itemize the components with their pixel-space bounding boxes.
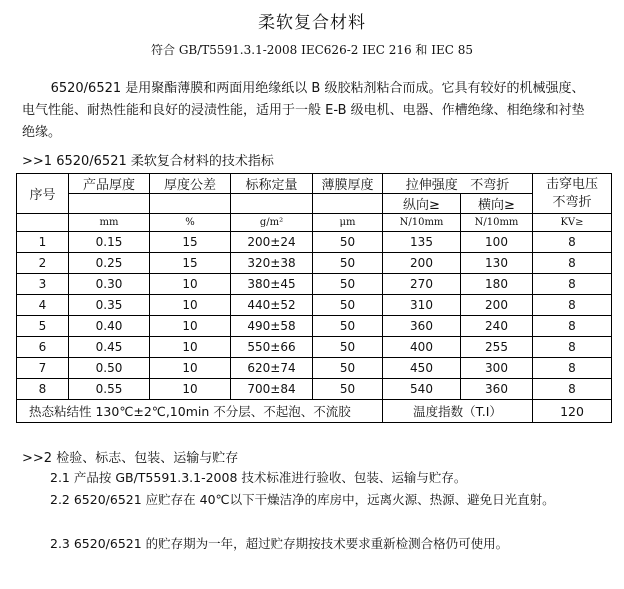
cell-seq: 1 [17, 232, 69, 253]
cell-longitudinal: 270 [383, 274, 461, 295]
cell-thickness: 0.40 [69, 316, 150, 337]
cell-longitudinal: 450 [383, 358, 461, 379]
cell-film: 50 [313, 316, 383, 337]
cell-thickness: 0.35 [69, 295, 150, 316]
cell-film: 50 [313, 379, 383, 400]
cell-thickness: 0.30 [69, 274, 150, 295]
cell-longitudinal: 540 [383, 379, 461, 400]
unit-thickness: mm [69, 214, 150, 232]
cell-tolerance: 10 [150, 379, 231, 400]
cell-longitudinal: 310 [383, 295, 461, 316]
header-film: 薄膜厚度 [313, 174, 383, 194]
cell-seq: 4 [17, 295, 69, 316]
spec-table [16, 173, 612, 423]
header-grammage: 标称定量 [231, 174, 313, 194]
table-row [17, 295, 612, 316]
cell-transverse: 300 [461, 358, 533, 379]
cell-transverse: 180 [461, 274, 533, 295]
table-row [17, 232, 612, 253]
header-thickness: 产品厚度 [69, 174, 150, 194]
header-blank [69, 194, 150, 214]
cell-breakdown: 8 [533, 232, 612, 253]
unit-breakdown: KV≥ [533, 214, 612, 232]
cell-breakdown: 8 [533, 337, 612, 358]
table-row [17, 358, 612, 379]
header-tensile: 拉伸强度 不弯折 [383, 174, 533, 194]
unit-grammage: g/m² [231, 214, 313, 232]
cell-tolerance: 10 [150, 316, 231, 337]
cell-seq: 2 [17, 253, 69, 274]
cell-breakdown: 8 [533, 316, 612, 337]
temp-index-label: 温度指数（T.I） [383, 400, 533, 423]
cell-film: 50 [313, 295, 383, 316]
cell-film: 50 [313, 337, 383, 358]
unit-transverse: N/10mm [461, 214, 533, 232]
cell-longitudinal: 400 [383, 337, 461, 358]
item-2-1: 2.1 产品按 GB/T5591.3.1-2008 技术标准进行验收、包装、运输与贮存。 [50, 470, 467, 485]
unit-film: μm [313, 214, 383, 232]
cell-thickness: 0.55 [69, 379, 150, 400]
cell-grammage: 550±66 [231, 337, 313, 358]
table-row [17, 337, 612, 358]
cell-thickness: 0.45 [69, 337, 150, 358]
cell-transverse: 200 [461, 295, 533, 316]
temp-index-value: 120 [533, 400, 612, 423]
unit-blank [17, 214, 69, 232]
section2-heading: >>2 检验、标志、包装、运输与贮存 [22, 451, 239, 466]
cell-grammage: 620±74 [231, 358, 313, 379]
cell-transverse: 255 [461, 337, 533, 358]
cell-film: 50 [313, 274, 383, 295]
cell-longitudinal: 135 [383, 232, 461, 253]
item-2-3: 2.3 6520/6521 的贮存期为一年，超过贮存期按技术要求重新检测合格仍可使用。 [50, 536, 509, 551]
cell-thickness: 0.50 [69, 358, 150, 379]
cell-longitudinal: 200 [383, 253, 461, 274]
table-row [17, 379, 612, 400]
cell-seq: 6 [17, 337, 69, 358]
unit-tolerance: % [150, 214, 231, 232]
table-header-row [17, 174, 612, 194]
cell-thickness: 0.25 [69, 253, 150, 274]
cell-breakdown: 8 [533, 358, 612, 379]
cell-breakdown: 8 [533, 274, 612, 295]
cell-film: 50 [313, 253, 383, 274]
header-transverse: 横向≥ [461, 194, 533, 214]
header-blank [313, 194, 383, 214]
table-unit-row [17, 214, 612, 232]
table-row [17, 253, 612, 274]
cell-transverse: 240 [461, 316, 533, 337]
cell-breakdown: 8 [533, 379, 612, 400]
cell-seq: 5 [17, 316, 69, 337]
cell-transverse: 100 [461, 232, 533, 253]
cell-seq: 7 [17, 358, 69, 379]
cell-seq: 8 [17, 379, 69, 400]
cell-tolerance: 10 [150, 337, 231, 358]
header-breakdown: 击穿电压 不弯折 [533, 174, 612, 214]
header-tolerance: 厚度公差 [150, 174, 231, 194]
cell-tolerance: 10 [150, 295, 231, 316]
cell-tolerance: 10 [150, 358, 231, 379]
table-subheader-row [17, 194, 612, 214]
bonding-text: 热态粘结性 130℃±2℃,10min 不分层、不起泡、不流胶 [17, 400, 383, 423]
cell-transverse: 130 [461, 253, 533, 274]
table-footer-row [17, 400, 612, 423]
cell-grammage: 490±58 [231, 316, 313, 337]
cell-grammage: 700±84 [231, 379, 313, 400]
cell-film: 50 [313, 232, 383, 253]
table-row [17, 316, 612, 337]
table-row [17, 274, 612, 295]
cell-grammage: 200±24 [231, 232, 313, 253]
unit-longitudinal: N/10mm [383, 214, 461, 232]
cell-thickness: 0.15 [69, 232, 150, 253]
header-seq: 序号 [17, 174, 69, 214]
cell-seq: 3 [17, 274, 69, 295]
document-title: 柔软复合材料 [258, 13, 366, 33]
section1-heading: >>1 6520/6521 柔软复合材料的技术指标 [22, 154, 274, 169]
cell-transverse: 360 [461, 379, 533, 400]
cell-grammage: 320±38 [231, 253, 313, 274]
cell-tolerance: 15 [150, 232, 231, 253]
cell-breakdown: 8 [533, 253, 612, 274]
header-longitudinal: 纵向≥ [383, 194, 461, 214]
cell-grammage: 380±45 [231, 274, 313, 295]
intro-paragraph: 6520/6521 是用聚酯薄膜和两面用绝缘纸以 B 级胶粘剂粘合而成。它具有较好的机械强度、电气性能、耐热性能和良好的浸渍性能，适用于一般 E-B 级电机、电器、作槽绝缘、相绝缘和衬垫绝缘。 [22, 81, 585, 140]
item-2-2: 2.2 6520/6521 应贮存在 40℃以下干燥洁净的库房中，远离火源、热源、避免日光直射。 [50, 492, 555, 507]
cell-grammage: 440±52 [231, 295, 313, 316]
standard-line: 符合 GB/T5591.3.1-2008 IEC626-2 IEC 216 和 IEC 85 [151, 43, 473, 57]
header-blank [231, 194, 313, 214]
cell-tolerance: 10 [150, 274, 231, 295]
cell-breakdown: 8 [533, 295, 612, 316]
cell-film: 50 [313, 358, 383, 379]
cell-longitudinal: 360 [383, 316, 461, 337]
header-blank [150, 194, 231, 214]
cell-tolerance: 15 [150, 253, 231, 274]
